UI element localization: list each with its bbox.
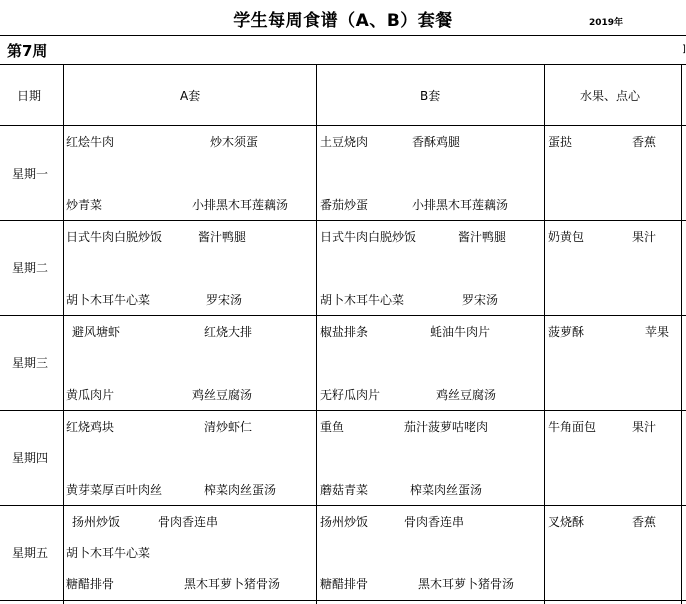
menu-item-a: 红烧鸡块 xyxy=(66,420,115,434)
menu-item-a: 小排黑木耳莲藕汤 xyxy=(192,198,289,212)
menu-item-b: 番茄炒蛋 xyxy=(320,198,369,212)
week-label: 第7周 xyxy=(7,42,48,60)
menu-item-b: 蚝油牛肉片 xyxy=(430,325,491,339)
menu-item-a: 罗宋汤 xyxy=(206,293,243,307)
menu-item-b: 酱汁鸭腿 xyxy=(458,230,507,244)
menu-item-b: 鸡丝豆腐汤 xyxy=(436,388,497,402)
grid-hline xyxy=(0,505,686,506)
day-label: 星期二 xyxy=(12,261,49,275)
header-date: 日期 xyxy=(17,89,42,103)
menu-item-a: 炒木须蛋 xyxy=(210,135,259,149)
grid-hline xyxy=(0,600,686,601)
grid-hline xyxy=(0,220,686,221)
fruit-item: 果汁 xyxy=(632,230,657,244)
grid-vline xyxy=(544,65,545,604)
menu-item-b: 蘑菇青菜 xyxy=(320,483,369,497)
grid-vline xyxy=(316,65,317,604)
menu-item-b: 胡卜木耳牛心菜 xyxy=(320,293,405,307)
menu-item-b: 扬州炒饭 xyxy=(320,515,369,529)
snack-item: 奶黄包 xyxy=(548,230,585,244)
menu-item-a: 榨菜肉丝蛋汤 xyxy=(204,483,277,497)
snack-item: 牛角面包 xyxy=(548,420,597,434)
menu-item-b: 罗宋汤 xyxy=(462,293,499,307)
menu-item-b: 小排黑木耳莲藕汤 xyxy=(412,198,509,212)
grid-vline xyxy=(63,65,64,604)
header-set-a: A套 xyxy=(180,89,201,103)
day-label: 星期五 xyxy=(12,546,49,560)
fruit-item: 果汁 xyxy=(632,420,657,434)
snack-item: 叉烧酥 xyxy=(548,515,585,529)
menu-item-a: 骨肉香连串 xyxy=(158,515,219,529)
fruit-item: 香蕉 xyxy=(632,135,657,149)
menu-item-a: 黄芽菜厚百叶肉丝 xyxy=(66,483,163,497)
menu-item-a: 清炒虾仁 xyxy=(204,420,253,434)
cell-edge-mark: ] xyxy=(682,44,686,55)
menu-item-b: 香酥鸡腿 xyxy=(412,135,461,149)
grid-vline xyxy=(681,65,682,604)
menu-item-b: 茄汁菠萝咕咾肉 xyxy=(404,420,489,434)
menu-item-a: 避风塘虾 xyxy=(72,325,121,339)
menu-item-b: 糖醋排骨 xyxy=(320,577,369,591)
menu-item-a: 红烩牛肉 xyxy=(66,135,115,149)
menu-item-a: 糖醋排骨 xyxy=(66,577,115,591)
menu-item-b: 黑木耳萝卜猪骨汤 xyxy=(418,577,515,591)
menu-item-a: 胡卜木耳牛心菜 xyxy=(66,293,151,307)
menu-item-b: 椒盐排条 xyxy=(320,325,369,339)
menu-item-b: 重鱼 xyxy=(320,420,345,434)
menu-item-a: 扬州炒饭 xyxy=(72,515,121,529)
menu-item-b: 榨菜肉丝蛋汤 xyxy=(410,483,483,497)
menu-item-a: 酱汁鸭腿 xyxy=(198,230,247,244)
year-label: 2019年 xyxy=(589,18,624,28)
day-label: 星期四 xyxy=(12,451,49,465)
menu-item-a: 红烧大排 xyxy=(204,325,253,339)
header-fruit-snack: 水果、点心 xyxy=(580,89,641,103)
menu-sheet xyxy=(0,35,686,604)
fruit-item: 香蕉 xyxy=(632,515,657,529)
page-title: 学生每周食谱（A、B）套餐 xyxy=(233,11,453,31)
menu-item-a: 鸡丝豆腐汤 xyxy=(192,388,253,402)
grid-hline xyxy=(0,125,686,126)
menu-item-b: 骨肉香连串 xyxy=(404,515,465,529)
day-label: 星期三 xyxy=(12,356,49,370)
menu-item-a: 胡卜木耳牛心菜 xyxy=(66,546,151,560)
header-set-b: B套 xyxy=(420,89,441,103)
menu-item-b: 日式牛肉白脱炒饭 xyxy=(320,230,417,244)
menu-item-a: 炒青菜 xyxy=(66,198,103,212)
menu-item-b: 无籽瓜肉片 xyxy=(320,388,381,402)
grid-hline xyxy=(0,410,686,411)
menu-item-a: 黄瓜肉片 xyxy=(66,388,115,402)
snack-item: 菠萝酥 xyxy=(548,325,585,339)
snack-item: 蛋挞 xyxy=(548,135,573,149)
week-row xyxy=(0,35,686,65)
menu-item-b: 土豆烧肉 xyxy=(320,135,369,149)
grid-hline xyxy=(0,315,686,316)
menu-item-a: 日式牛肉白脱炒饭 xyxy=(66,230,163,244)
day-label: 星期一 xyxy=(12,167,49,181)
fruit-item: 苹果 xyxy=(645,325,670,339)
menu-item-a: 黑木耳萝卜猪骨汤 xyxy=(184,577,281,591)
